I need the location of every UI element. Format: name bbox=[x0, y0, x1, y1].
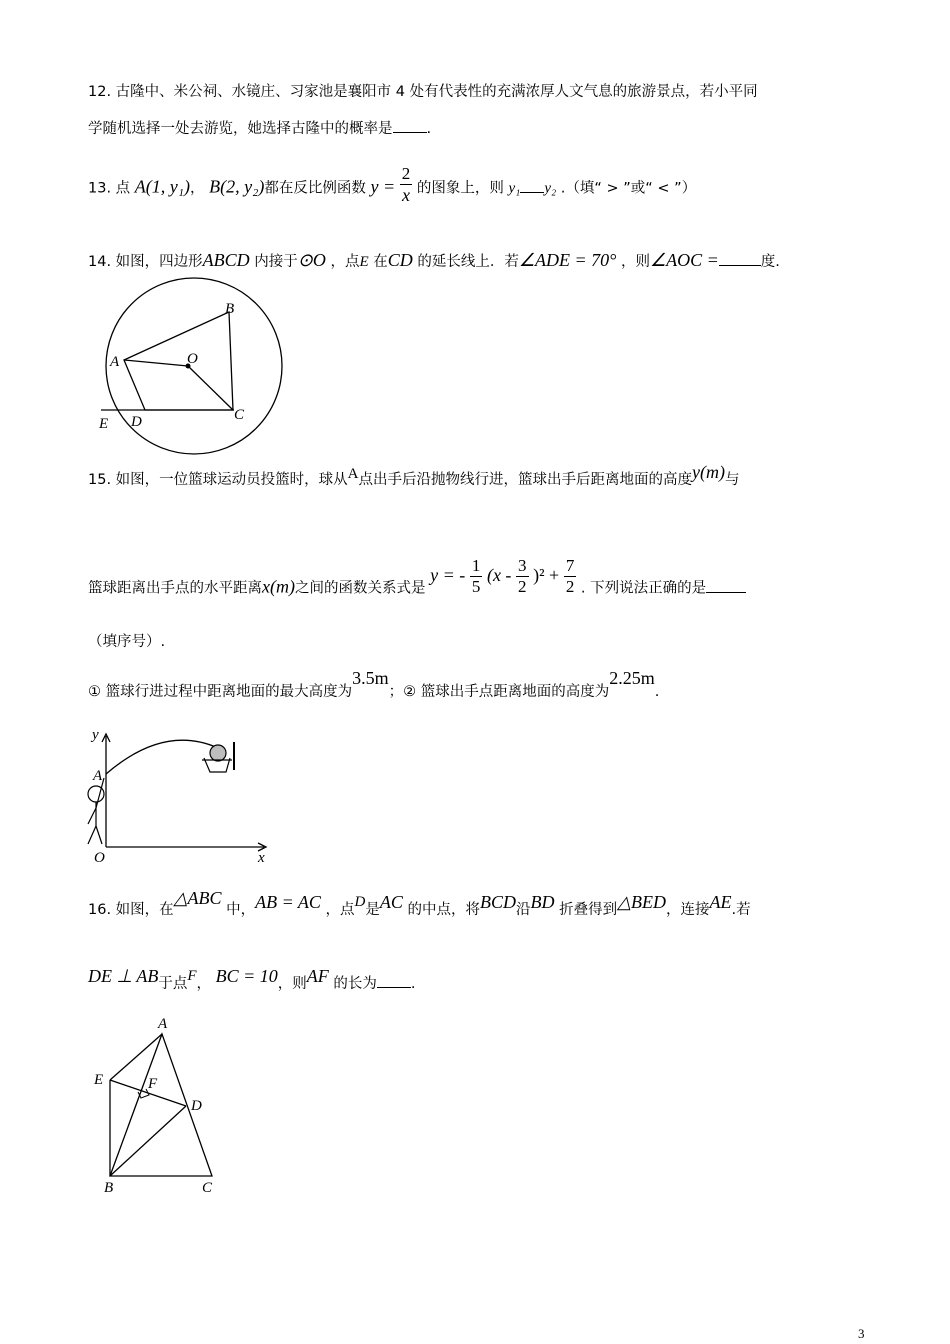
q15-text-f: . 下列说法正确的是 bbox=[580, 580, 707, 597]
answer-blank bbox=[706, 578, 746, 593]
ab-eq-ac: AB = AC bbox=[255, 892, 321, 912]
segment-ao bbox=[124, 360, 188, 366]
triangle-bed: △BED bbox=[617, 892, 666, 912]
value-release-height: 2.25m bbox=[609, 668, 655, 688]
q15-text-c: 与 bbox=[725, 472, 740, 488]
label-c: C bbox=[234, 407, 245, 423]
q12-end: . bbox=[426, 121, 432, 137]
q12-line2 bbox=[88, 118, 431, 139]
label-d: D bbox=[131, 414, 142, 430]
page-number: 3 bbox=[858, 1326, 865, 1341]
player-leg bbox=[96, 826, 102, 844]
triangle-abc: △ABC bbox=[173, 888, 222, 908]
segment-oc bbox=[188, 366, 233, 410]
q16-text-a: 16. 如图，在 bbox=[88, 902, 174, 918]
q14-text-e: 的延长线上．若 bbox=[417, 254, 519, 270]
q13-mid: 都在反比例函数 bbox=[264, 180, 366, 197]
q13-line bbox=[88, 164, 697, 209]
label-y: y bbox=[92, 727, 99, 743]
label-c: C bbox=[202, 1180, 213, 1196]
label-b: B bbox=[225, 301, 235, 317]
y1: y₁ bbox=[508, 180, 521, 197]
q16-text-e: 的中点，将 bbox=[407, 902, 481, 918]
segment-ae: AE bbox=[709, 892, 732, 912]
player-leg bbox=[88, 826, 96, 844]
q12-text: 学随机选择一处去游览，她选择古隆中的概率是 bbox=[88, 121, 393, 137]
q16-text-l: ，则 bbox=[277, 976, 307, 992]
y2: y₂ bbox=[544, 180, 557, 197]
label-e: E bbox=[94, 1072, 104, 1088]
function-expr bbox=[430, 556, 581, 596]
point-f: F bbox=[187, 968, 197, 984]
point-b: B(2, y₂) bbox=[209, 176, 265, 197]
label-a: A bbox=[110, 354, 120, 370]
q16-line1 bbox=[88, 888, 751, 920]
q13-num: 13. 点 bbox=[88, 180, 131, 197]
angle-aoc: ∠AOC = bbox=[649, 250, 719, 270]
q16-text-j: 于点 bbox=[158, 976, 188, 992]
player-arm bbox=[88, 808, 96, 824]
ball bbox=[210, 745, 226, 761]
frac-num: 3 bbox=[518, 556, 527, 575]
label-o: O bbox=[94, 850, 105, 866]
frac-num: 7 bbox=[565, 556, 575, 575]
q16-text-i: .若 bbox=[731, 902, 751, 918]
q14-text-f: ，则 bbox=[620, 254, 650, 270]
q15-figure bbox=[84, 722, 274, 867]
f-sq: )² + bbox=[533, 564, 560, 585]
frac-1-5 bbox=[470, 556, 483, 597]
triangle-bcd: BCD bbox=[480, 892, 517, 912]
q14-end: 度. bbox=[760, 254, 780, 270]
height-var: y(m) bbox=[692, 462, 725, 482]
q14-text-d: 在 bbox=[373, 254, 388, 270]
q14-text-b: 内接于 bbox=[254, 254, 298, 270]
label-f: F bbox=[148, 1076, 158, 1092]
func-fraction bbox=[400, 164, 413, 205]
frac-den: 2 bbox=[518, 577, 527, 596]
option-end: . bbox=[654, 684, 660, 700]
frac-num: 1 bbox=[471, 556, 481, 575]
q15-options bbox=[88, 668, 660, 702]
option-sep: ；② 篮球出手点距离地面的高度为 bbox=[388, 684, 610, 700]
q16-line2 bbox=[88, 966, 416, 994]
distance-var: x(m) bbox=[262, 576, 295, 597]
point-a: A bbox=[347, 466, 359, 482]
frac-3-2 bbox=[516, 556, 529, 597]
q16-text-c: ，点 bbox=[325, 902, 355, 918]
q14-figure bbox=[96, 296, 286, 436]
frac-den: 5 bbox=[471, 577, 481, 596]
func-numerator: 2 bbox=[401, 164, 411, 183]
answer-blank bbox=[377, 973, 411, 988]
segment-af: AF bbox=[306, 966, 329, 986]
q15-text-a: 15. 如图，一位篮球运动员投篮时，球从 bbox=[88, 472, 348, 488]
q15-text-b: 点出手后沿抛物线行进，篮球出手后距离地面的高度 bbox=[358, 472, 693, 488]
q15-text-d: 篮球距离出手点的水平距离 bbox=[88, 580, 262, 597]
point-e: E bbox=[359, 254, 369, 270]
answer-blank bbox=[520, 178, 544, 193]
q16-text-m: 的长为 bbox=[333, 976, 377, 992]
trajectory bbox=[106, 740, 218, 774]
q16-end: . bbox=[410, 976, 416, 992]
frac-den: 2 bbox=[565, 577, 575, 596]
q13-tail: 的图象上，则 bbox=[416, 180, 504, 197]
q16-text-b: 中， bbox=[226, 902, 256, 918]
answer-blank bbox=[393, 118, 427, 133]
q14-text-a: 14. 如图，四边形 bbox=[88, 254, 203, 270]
segment-cd: CD bbox=[387, 250, 413, 270]
q15-line1 bbox=[88, 462, 740, 490]
bc-eq-10: BC = 10 bbox=[215, 966, 278, 986]
segment-bd bbox=[110, 1106, 186, 1176]
q16-text-h: ，连接 bbox=[665, 902, 710, 918]
label-d: D bbox=[191, 1098, 202, 1114]
point-a: A(1, y₁) bbox=[134, 176, 191, 197]
func-denominator: x bbox=[401, 185, 410, 205]
func-lhs: y = bbox=[370, 176, 396, 197]
q15-line3: （填序号）. bbox=[88, 634, 166, 650]
q16-text-k: ， bbox=[196, 976, 212, 992]
quad-abcd: ABCD bbox=[202, 250, 250, 270]
q12-line1: 12. 古隆中、米公祠、水镜庄、习家池是襄阳市 4 处有代表性的充满浓厚人文气息的旅游景点，若小平同 bbox=[88, 84, 758, 100]
value-max-height: 3.5m bbox=[352, 668, 389, 688]
answer-blank bbox=[719, 251, 761, 266]
label-o: O bbox=[187, 351, 198, 367]
point-d: D bbox=[354, 894, 366, 910]
q13-sep: ， bbox=[190, 180, 205, 197]
circle-o: ⊙O bbox=[297, 250, 326, 270]
frac-7-2 bbox=[564, 556, 577, 597]
label-a: A bbox=[158, 1016, 168, 1032]
segment-ac: AC bbox=[379, 892, 403, 912]
segment-bd: BD bbox=[530, 892, 555, 912]
label-e: E bbox=[99, 416, 109, 432]
label-a: A bbox=[93, 768, 103, 784]
q15-line2 bbox=[88, 556, 746, 609]
label-x: x bbox=[258, 850, 265, 866]
angle-ade: ∠ADE = 70° bbox=[518, 250, 617, 270]
q13-end: .（填“ > ”或“ < ”） bbox=[560, 180, 697, 197]
de-perp-ab: DE ⊥ AB bbox=[88, 966, 159, 986]
q14-text-c: ，点 bbox=[330, 254, 360, 270]
f-lhs: y = - bbox=[430, 564, 466, 585]
f-mid: (x - bbox=[486, 564, 512, 585]
q14-line bbox=[88, 250, 780, 272]
q16-text-f: 沿 bbox=[516, 902, 531, 918]
option-1: ① 篮球行进过程中距离地面的最大高度为 bbox=[88, 684, 353, 700]
q16-text-d: 是 bbox=[365, 902, 380, 918]
q16-text-g: 折叠得到 bbox=[559, 902, 618, 918]
q16-figure bbox=[88, 1012, 228, 1197]
label-b: B bbox=[104, 1180, 114, 1196]
q15-text-e: 之间的函数关系式是 bbox=[294, 580, 426, 597]
